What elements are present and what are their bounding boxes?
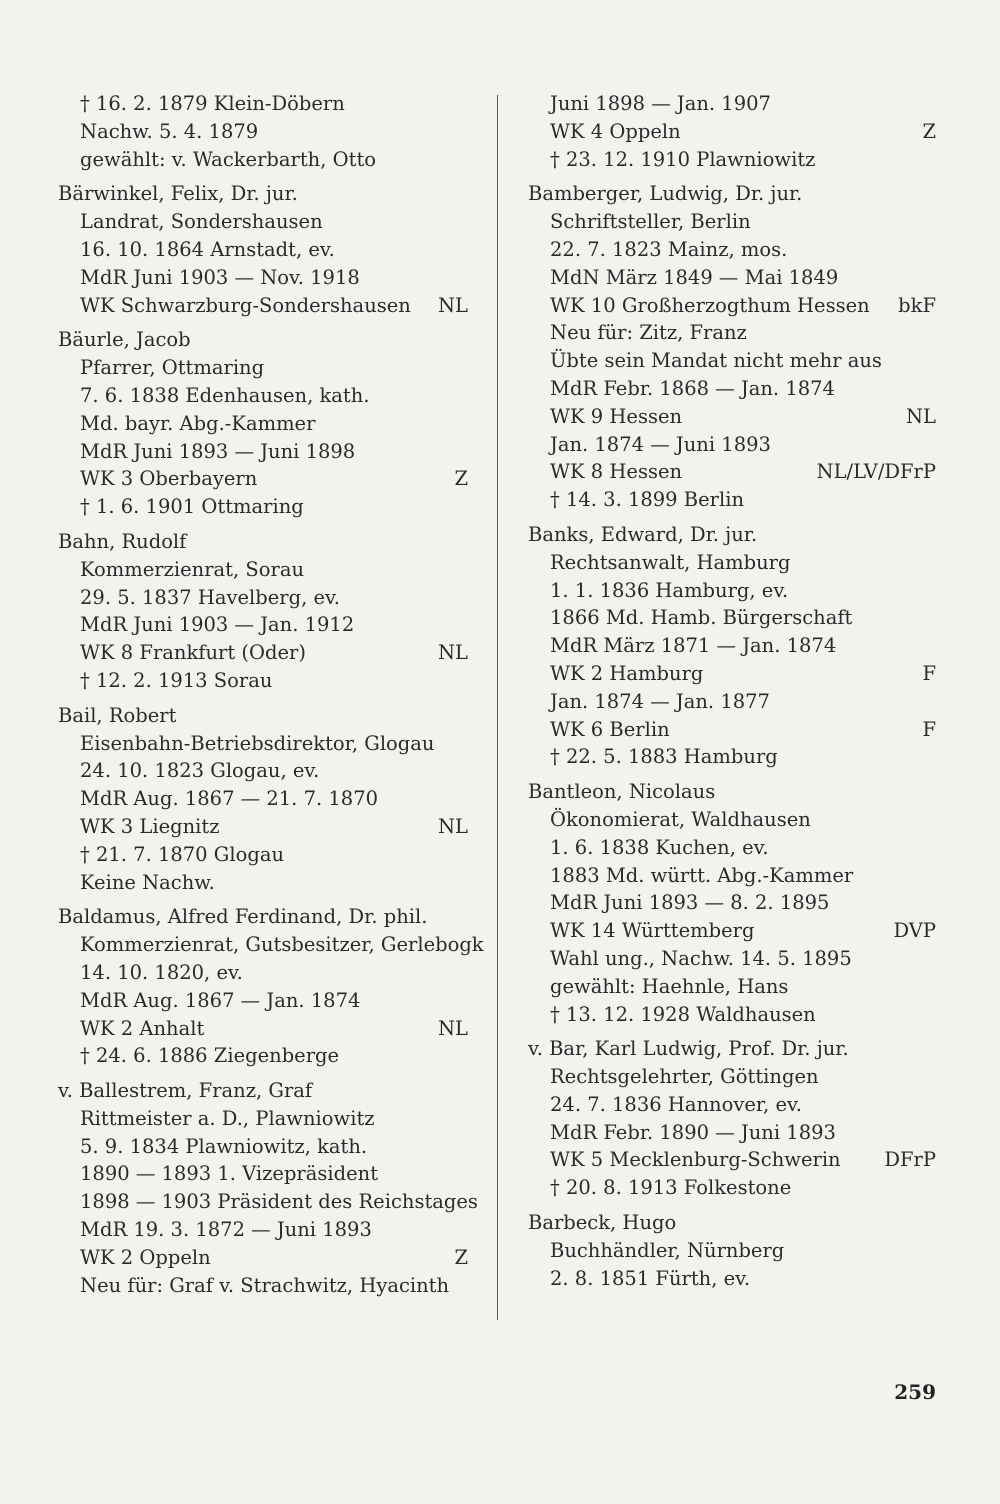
entry-line <box>528 146 936 174</box>
entry-line <box>58 382 468 410</box>
entry-text: Buchhändler, Nürnberg <box>550 1238 785 1262</box>
entry-line <box>58 118 468 146</box>
entry-text: Banks, Edward, Dr. jur. <box>528 522 758 546</box>
entry-text: gewählt: v. Wackerbarth, Otto <box>80 147 377 171</box>
entry-name <box>528 1035 936 1063</box>
entry-text: Neu für: Zitz, Franz <box>550 321 747 345</box>
entry-text: Ökonomierat, Waldhausen <box>550 807 811 831</box>
entry-line <box>58 611 468 639</box>
entry-text: WK 5 Mecklenburg-Schwerin <box>550 1148 841 1172</box>
entry-line <box>58 639 468 667</box>
entry-name <box>528 778 936 806</box>
entry-line <box>58 438 468 466</box>
entry-text: Juni 1898 — Jan. 1907 <box>550 92 771 115</box>
entry-line <box>58 987 468 1015</box>
entry-text: † 22. 5. 1883 Hamburg <box>550 745 778 769</box>
entry-text: MdR Aug. 1867 — Jan. 1874 <box>80 988 361 1012</box>
entry-text: WK Schwarzburg-Sondershausen <box>80 293 411 317</box>
party-label: NL <box>905 404 936 428</box>
entry-text: MdR Juni 1903 — Jan. 1912 <box>80 613 355 637</box>
entry-text: WK 3 Liegnitz <box>80 814 220 838</box>
biography-entry <box>528 521 936 771</box>
entry-line <box>528 1237 936 1265</box>
biography-entry <box>58 903 484 1070</box>
entry-text: † 12. 2. 1913 Sorau <box>80 668 273 692</box>
entry-line <box>528 1091 936 1119</box>
entry-text: 7. 6. 1838 Edenhausen, kath. <box>80 383 370 407</box>
entry-name <box>58 702 468 730</box>
biography-entry <box>528 1035 936 1202</box>
biography-entry <box>58 326 468 521</box>
entry-line <box>528 1265 936 1293</box>
entry-text: MdR Febr. 1890 — Juni 1893 <box>550 1120 836 1144</box>
entry-text: † 21. 7. 1870 Glogau <box>80 842 285 866</box>
entry-text: Baldamus, Alfred Ferdinand, Dr. phil. <box>58 905 428 929</box>
entry-text: WK 10 Großherzogthum Hessen <box>550 293 870 317</box>
entry-text: v. Ballestrem, Franz, Graf <box>58 1079 313 1103</box>
entry-text: WK 8 Frankfurt (Oder) <box>80 641 306 665</box>
entry-line <box>58 1272 468 1300</box>
entry-text: MdR 19. 3. 1872 — Juni 1893 <box>80 1218 372 1242</box>
entry-text: gewählt: Haehnle, Hans <box>550 974 789 998</box>
entry-text: Wahl ung., Nachw. 14. 5. 1895 <box>550 946 852 970</box>
entry-text: † 16. 2. 1879 Klein-Döbern <box>80 92 345 115</box>
entry-text: WK 6 Berlin <box>550 717 670 741</box>
entry-text: Rechtsgelehrter, Göttingen <box>550 1065 819 1089</box>
entry-line <box>58 90 468 118</box>
entry-text: 5. 9. 1834 Plawniowitz, kath. <box>80 1134 368 1158</box>
entry-text: Landrat, Sondershausen <box>80 210 323 234</box>
entry-name <box>528 1209 936 1237</box>
party-label: NL <box>437 641 468 665</box>
entry-text: 29. 5. 1837 Havelberg, ev. <box>80 585 340 609</box>
entry-text: † 20. 8. 1913 Folkestone <box>550 1176 792 1200</box>
entry-line <box>528 486 936 514</box>
entry-line <box>528 862 936 890</box>
entry-line <box>528 403 936 431</box>
entry-line <box>58 1042 468 1070</box>
entry-line <box>528 945 936 973</box>
biography-entry <box>58 1077 478 1299</box>
entry-text: Rechtsanwalt, Hamburg <box>550 550 791 574</box>
entry-line <box>58 236 468 264</box>
entry-text: Pfarrer, Ottmaring <box>80 356 265 380</box>
entry-line <box>528 688 936 716</box>
entry-line <box>528 264 936 292</box>
entry-text: Bantleon, Nicolaus <box>528 780 716 804</box>
entry-line <box>528 458 936 486</box>
entry-line <box>58 1133 468 1161</box>
entry-text: Md. bayr. Abg.-Kammer <box>80 411 316 435</box>
entry-line <box>58 493 468 521</box>
entry-text: 2. 8. 1851 Fürth, ev. <box>550 1266 751 1290</box>
biography-entry <box>528 778 936 1028</box>
entry-text: MdR März 1871 — Jan. 1874 <box>550 634 837 658</box>
biography-entry <box>528 90 936 173</box>
entry-text: MdR Juni 1903 — Nov. 1918 <box>80 265 360 289</box>
entry-line <box>58 730 468 758</box>
entry-text: WK 2 Anhalt <box>80 1016 205 1040</box>
party-label: F <box>922 717 936 741</box>
entry-line <box>58 959 468 987</box>
entry-line <box>528 549 936 577</box>
entry-text: Bamberger, Ludwig, Dr. jur. <box>528 182 803 206</box>
party-label: NL <box>437 814 468 838</box>
entry-text: 24. 10. 1823 Glogau, ev. <box>80 759 320 783</box>
entry-line <box>58 1015 468 1043</box>
biography-entry <box>58 528 468 695</box>
entry-line <box>528 577 936 605</box>
entry-line <box>58 1188 478 1216</box>
entry-line <box>528 743 936 771</box>
entry-line <box>58 465 468 493</box>
entry-text: Schriftsteller, Berlin <box>550 210 751 234</box>
entry-text: WK 2 Oppeln <box>80 1245 211 1269</box>
entry-text: † 1. 6. 1901 Ottmaring <box>80 495 304 519</box>
page-number: 259 <box>894 1380 936 1404</box>
party-label: F <box>922 661 936 685</box>
entry-text: MdR Febr. 1868 — Jan. 1874 <box>550 376 835 400</box>
entry-line <box>58 785 468 813</box>
entry-line <box>58 1160 468 1188</box>
entry-line <box>528 1174 936 1202</box>
entry-line <box>528 347 936 375</box>
entry-name <box>58 903 468 931</box>
left-column <box>58 90 484 1306</box>
entry-line <box>528 917 936 945</box>
entry-line <box>58 1244 468 1272</box>
entry-text: † 14. 3. 1899 Berlin <box>550 488 745 512</box>
entry-line <box>58 264 468 292</box>
entry-text: 24. 7. 1836 Hannover, ev. <box>550 1092 802 1116</box>
entry-text: † 24. 6. 1886 Ziegenberge <box>80 1044 340 1068</box>
entry-line <box>58 841 468 869</box>
party-label: Z <box>922 119 936 143</box>
entry-text: Nachw. 5. 4. 1879 <box>80 119 259 143</box>
entry-text: Neu für: Graf v. Strachwitz, Hyacinth <box>80 1273 450 1297</box>
entry-line <box>528 1146 936 1174</box>
party-label: DVP <box>893 919 936 943</box>
entry-text: Bahn, Rudolf <box>58 529 187 553</box>
entry-line <box>528 375 936 403</box>
entry-line <box>58 931 484 959</box>
entry-text: 1890 — 1893 1. Vizepräsident <box>80 1162 379 1186</box>
entry-line <box>528 1063 936 1091</box>
entry-line <box>58 757 468 785</box>
entry-name <box>528 180 936 208</box>
entry-text: WK 8 Hessen <box>550 460 683 484</box>
entry-text: Bäurle, Jacob <box>58 328 191 352</box>
entry-line <box>528 660 936 688</box>
column-divider <box>497 95 498 1320</box>
biography-entry <box>528 1209 936 1292</box>
entry-text: 1866 Md. Hamb. Bürgerschaft <box>550 606 853 630</box>
entry-text: WK 2 Hamburg <box>550 661 704 685</box>
entry-text: 1. 1. 1836 Hamburg, ev. <box>550 578 789 602</box>
entry-text: † 13. 12. 1928 Waldhausen <box>550 1002 816 1026</box>
entry-text: Barbeck, Hugo <box>528 1211 677 1235</box>
entry-line <box>58 667 468 695</box>
party-label: Z <box>454 1245 468 1269</box>
party-label: Z <box>454 467 468 491</box>
biography-entry <box>58 180 468 319</box>
entry-text: Bail, Robert <box>58 703 177 727</box>
entry-line <box>58 292 468 320</box>
entry-line <box>528 431 936 459</box>
biography-entry <box>58 702 468 897</box>
entry-text: WK 9 Hessen <box>550 404 683 428</box>
entry-line <box>528 973 936 1001</box>
entry-line <box>58 146 468 174</box>
entry-line <box>528 319 936 347</box>
entry-line <box>58 354 468 382</box>
party-label: DFrP <box>884 1148 936 1172</box>
entry-name <box>58 326 468 354</box>
entry-name <box>58 1077 468 1105</box>
entry-text: Jan. 1874 — Juni 1893 <box>550 432 771 456</box>
entry-line <box>528 208 936 236</box>
entry-line <box>58 813 468 841</box>
entry-name <box>58 528 468 556</box>
entry-line <box>528 834 936 862</box>
party-label: bkF <box>898 293 936 317</box>
entry-text: 1883 Md. württ. Abg.-Kammer <box>550 863 854 887</box>
entry-line <box>528 1119 936 1147</box>
entry-line <box>528 889 936 917</box>
entry-text: Bärwinkel, Felix, Dr. jur. <box>58 182 298 206</box>
entry-line <box>528 118 936 146</box>
entry-name <box>58 180 468 208</box>
biography-entry <box>528 180 936 514</box>
entry-text: Kommerzienrat, Sorau <box>80 557 305 581</box>
entry-text: Keine Nachw. <box>80 870 215 894</box>
entry-text: 1898 — 1903 Präsident des Reichstages <box>80 1190 478 1214</box>
entry-line <box>58 208 468 236</box>
entry-line <box>528 1001 936 1029</box>
entry-line <box>58 1105 468 1133</box>
entry-text: Rittmeister a. D., Plawniowitz <box>80 1106 375 1130</box>
entry-text: 16. 10. 1864 Arnstadt, ev. <box>80 237 335 261</box>
entry-text: 1. 6. 1838 Kuchen, ev. <box>550 835 769 859</box>
party-label: NL/LV/DFrP <box>816 460 936 484</box>
entry-text: 22. 7. 1823 Mainz, mos. <box>550 237 788 261</box>
entry-text: MdR Juni 1893 — 8. 2. 1895 <box>550 891 830 915</box>
entry-text: Kommerzienrat, Gutsbesitzer, Gerlebogk <box>80 933 484 957</box>
biography-entry <box>58 90 468 173</box>
entry-text: MdR Aug. 1867 — 21. 7. 1870 <box>80 787 379 811</box>
party-label: NL <box>437 1016 468 1040</box>
entry-line <box>528 236 936 264</box>
entry-text: 14. 10. 1820, ev. <box>80 960 243 984</box>
party-label: NL <box>437 293 468 317</box>
entry-text: MdN März 1849 — Mai 1849 <box>550 265 839 289</box>
entry-line <box>58 1216 468 1244</box>
entry-line <box>58 556 468 584</box>
entry-line <box>528 90 936 118</box>
entry-line <box>528 604 936 632</box>
entry-text: WK 4 Oppeln <box>550 119 681 143</box>
entry-line <box>528 716 936 744</box>
entry-text: WK 14 Württemberg <box>550 919 755 943</box>
entry-text: † 23. 12. 1910 Plawniowitz <box>550 147 816 171</box>
entry-line <box>528 632 936 660</box>
entry-line <box>58 869 468 897</box>
entry-line <box>58 410 468 438</box>
entry-line <box>58 584 468 612</box>
entry-text: Jan. 1874 — Jan. 1877 <box>550 689 770 713</box>
entry-text: WK 3 Oberbayern <box>80 467 258 491</box>
right-column <box>528 90 936 1299</box>
entry-text: MdR Juni 1893 — Juni 1898 <box>80 439 356 463</box>
entry-text: Übte sein Mandat nicht mehr aus <box>550 349 882 373</box>
entry-name <box>528 521 936 549</box>
entry-text: v. Bar, Karl Ludwig, Prof. Dr. jur. <box>528 1037 849 1061</box>
entry-line <box>528 292 936 320</box>
entry-line <box>528 806 936 834</box>
entry-text: Eisenbahn-Betriebsdirektor, Glogau <box>80 731 435 755</box>
